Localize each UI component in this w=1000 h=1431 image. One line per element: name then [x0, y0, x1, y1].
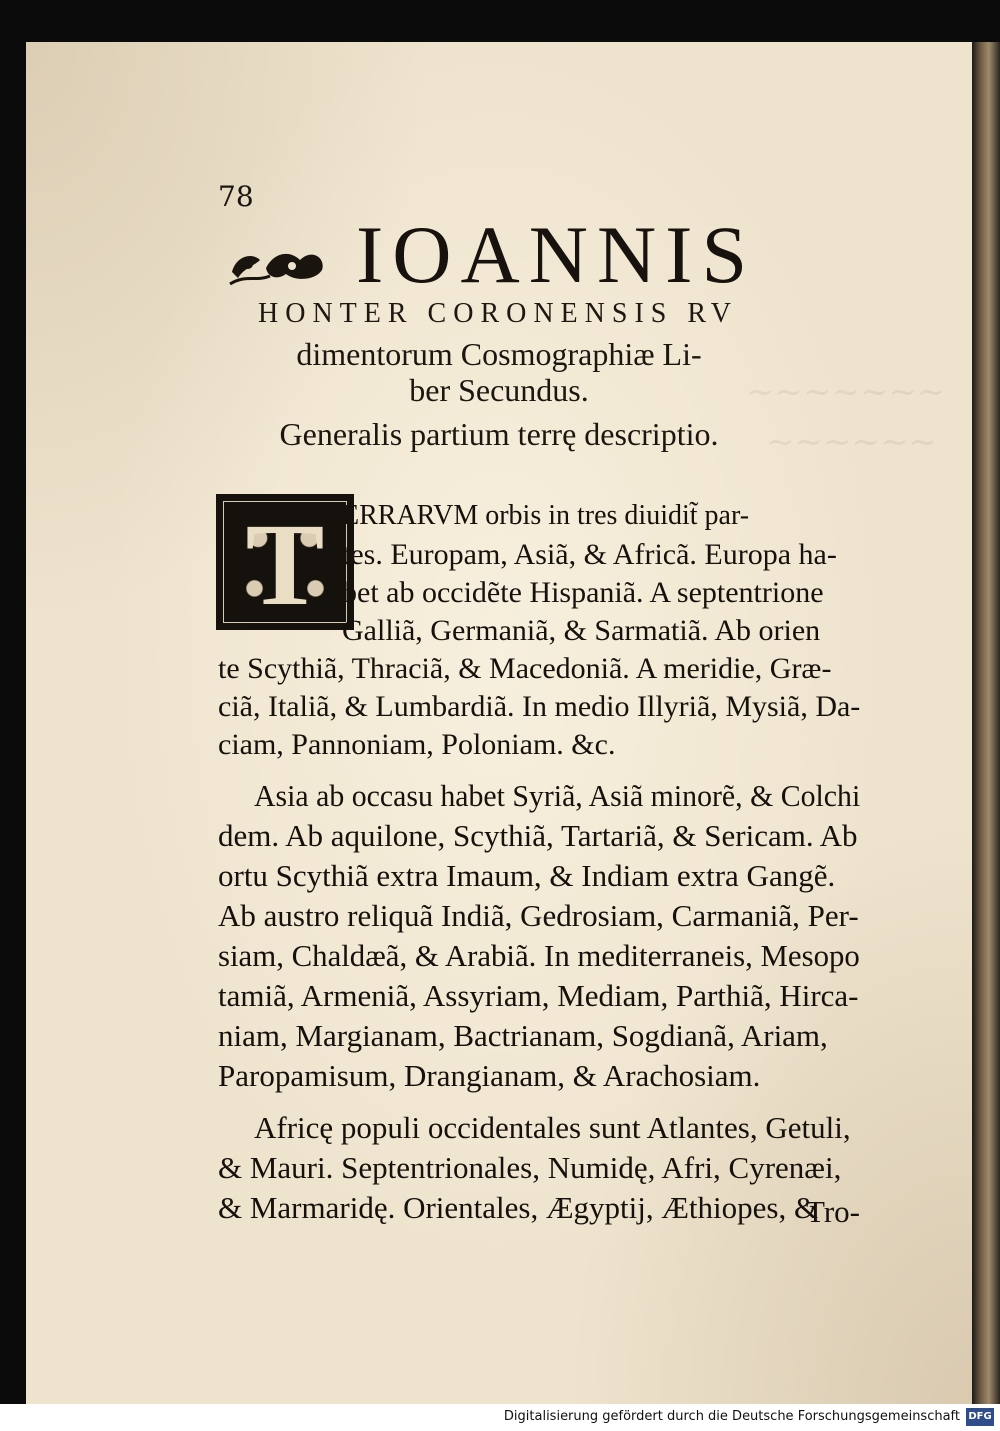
footer-credit: Digitalisierung gefördert durch die Deutsche Forschungsgemeinschaft — [503, 1409, 960, 1424]
body-line: Paropamisum, Drangianam, & Arachosiam. — [218, 1058, 761, 1093]
body-line: tes. Europam, Asiã, & Africã. Europa ha- — [342, 538, 837, 571]
body-line: Asia ab occasu habet Syriã, Asiã minorẽ, & Colchi — [254, 778, 861, 813]
body-line: ERRARVM orbis in tres diuidit̃ par- — [342, 500, 750, 531]
body-line: siam, Chaldæã, & Arabiã. In mediterraneis, Mesopo — [218, 938, 860, 973]
fleuron-ornament-icon — [226, 238, 336, 288]
catchword: Tro- — [806, 1194, 860, 1229]
body-line: ciam, Pannoniam, Poloniam. &c. — [218, 728, 616, 761]
page-title: IOANNIS — [356, 209, 757, 300]
subtitle-caps: HONTER CORONENSIS RV — [258, 298, 739, 329]
body-line: & Mauri. Septentrionales, Numidę, Afri, Cyrenæi, — [218, 1150, 842, 1185]
page-edge — [972, 42, 1000, 1404]
subtitle-line: ber Secundus. — [409, 372, 589, 408]
body-line: ciã, Italiã, & Lumbardiã. In medio Illyriã, Mysiã, Da- — [218, 690, 861, 723]
body-line: Galliã, Germaniã, & Sarmatiã. Ab orien — [342, 614, 821, 647]
footer-bar — [0, 1404, 1000, 1431]
body-line: Ab austro reliquã Indiã, Gedrosiam, Carmaniã, Per- — [218, 898, 859, 933]
body-line: & Marmaridę. Orientales, Ægyptij, Æthiopes, & — [218, 1190, 819, 1225]
initial-letter: T — [245, 501, 325, 623]
dfg-logo: DFG — [966, 1408, 994, 1426]
book-page — [26, 42, 972, 1404]
body-line: Africę populi occidentales sunt Atlantes, Getuli, — [254, 1110, 851, 1145]
decorated-initial — [216, 494, 354, 630]
body-line: ortu Scythiã extra Imaum, & Indiam extra Gangẽ. — [218, 858, 836, 893]
page-number: 78 — [218, 180, 254, 213]
bleed-through-text: ~~~~~~ — [766, 422, 937, 462]
body-line: tamiã, Armeniã, Assyriam, Mediam, Parthiã, Hirca- — [218, 978, 859, 1013]
section-heading: Generalis partium terrę descriptio. — [279, 416, 719, 452]
body-line: dem. Ab aquilone, Scythiã, Tartariã, & Sericam. Ab — [218, 818, 858, 853]
body-line: niam, Margianam, Bactrianam, Sogdianã, Ariam, — [218, 1018, 828, 1053]
subtitle-line: dimentorum Cosmographiæ Li- — [296, 336, 702, 372]
bleed-through-text: ~~~~~~~ — [746, 372, 946, 412]
body-line: te Scythiã, Thraciã, & Macedoniã. A meridie, Græ- — [218, 652, 832, 685]
body-line: bet ab occidẽte Hispaniã. A septentrione — [342, 576, 824, 609]
